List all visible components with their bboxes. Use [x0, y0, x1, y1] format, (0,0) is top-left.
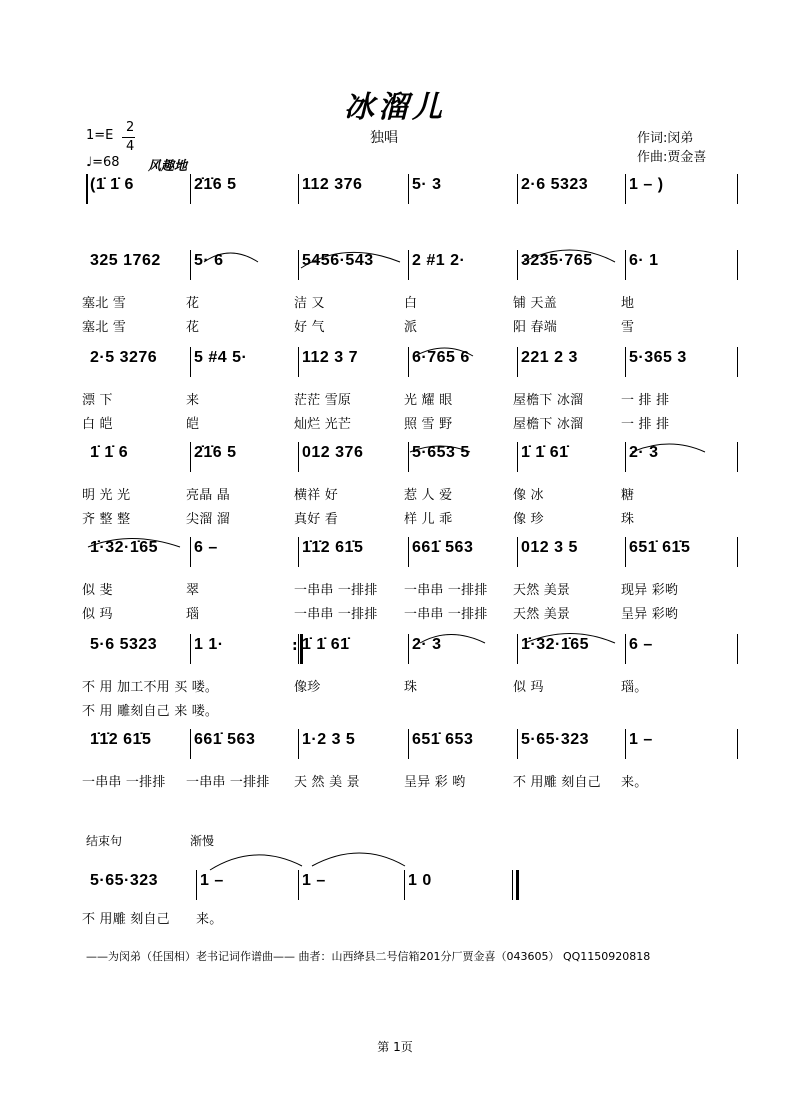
measure-notes: 1̇1̇2 61̇5: [302, 539, 364, 556]
final-bar-thick: [516, 870, 519, 900]
measure-notes: 661̇ 563: [412, 539, 474, 556]
lyric-text: 皑: [186, 417, 200, 432]
song-title: 冰溜儿: [344, 90, 446, 125]
lyric-text: 一 排 排: [621, 417, 670, 432]
measure-notes: 2̇1̇6 5: [194, 444, 237, 461]
bar-line: [190, 347, 191, 377]
lyric-text: 一串串 一排排: [186, 775, 270, 790]
lyricist: 作词:闵弟: [637, 131, 694, 146]
lyric-text: 像 珍: [513, 512, 544, 527]
measure-notes: 1̇1̇2 61̇5: [90, 731, 152, 748]
time-signature-bottom: 4: [126, 139, 135, 154]
bar-line: [625, 537, 626, 567]
slur: [312, 853, 405, 866]
lyric-text: 漂 下: [82, 393, 113, 408]
start-bar: [86, 174, 88, 204]
lyric-text: 光 耀 眼: [404, 393, 453, 408]
bar-line: [298, 250, 299, 280]
lyric-text: 来: [186, 393, 200, 408]
measure-notes: 5·365 3: [629, 349, 687, 366]
lyric-text: 一串串 一排排: [294, 607, 378, 622]
measure-notes: 651̇ 61̇5: [629, 539, 691, 556]
page-number: 第 1页: [377, 1040, 413, 1054]
lyric-text: 糖: [621, 488, 635, 503]
lyric-text: 照 雪 野: [404, 417, 453, 432]
measure-notes: 5· 6: [194, 252, 224, 269]
bar-line: [737, 347, 738, 377]
lyric-text: 样 儿 乖: [404, 512, 453, 527]
measure-notes: 1 – ): [629, 176, 664, 193]
bar-line: [196, 870, 197, 900]
bar-line: [625, 634, 626, 664]
bar-line: [517, 174, 518, 204]
bar-line: [517, 442, 518, 472]
measure-notes: 012 376: [302, 444, 364, 461]
measure-notes: 112 376: [302, 176, 363, 193]
lyric-text: 像 冰: [513, 488, 544, 503]
bar-line: [408, 729, 409, 759]
lyric-text: 花: [186, 296, 200, 311]
lyric-text: 天 然 美 景: [294, 775, 360, 790]
measure-notes: 325 1762: [90, 252, 161, 269]
lyric-text: 一串串 一排排: [82, 775, 166, 790]
measure-notes: 2·5 3276: [90, 349, 158, 366]
bar-line: [190, 442, 191, 472]
bar-line: [625, 442, 626, 472]
measure-notes: (1̇ 1̇ 6: [90, 176, 134, 193]
lyric-text: 天然 美景: [513, 583, 571, 598]
lyric-text: 洁 又: [294, 296, 325, 311]
lyric-text: 灿烂 光芒: [294, 417, 352, 432]
bar-line: [517, 634, 518, 664]
lyric-text: 齐 整 整: [82, 512, 131, 527]
bar-line: [298, 870, 299, 900]
lyric-text: 阳 春端: [513, 320, 557, 335]
lyric-text: 不 用雕 刻自己: [513, 775, 601, 790]
bar-line: [517, 729, 518, 759]
measure-notes: 5456·543: [302, 252, 374, 269]
lyric-text: 派: [404, 320, 418, 335]
footer-credit: ——为闵弟（任国相）老书记词作谱曲—— 曲者：山西绛县二号信箱201分厂贾金喜（043605） QQ1150920818: [86, 950, 651, 963]
expression-mark: 风趣地: [148, 159, 188, 174]
measure-notes: 2·6 5323: [521, 176, 589, 193]
lyric-text: 一串串 一排排: [294, 583, 378, 598]
bar-line: [190, 634, 191, 664]
measure-notes: 2̇1̇6 5: [194, 176, 237, 193]
measure-notes: 1 –: [629, 731, 653, 748]
lyric-text: 屋檐下 冰溜: [513, 393, 584, 408]
measure-notes: 2 #1 2·: [412, 252, 466, 269]
bar-line: [408, 442, 409, 472]
bar-line: [190, 729, 191, 759]
lyric-text: 真好 看: [294, 512, 338, 527]
measure-notes: 6·765 6: [412, 349, 470, 366]
ending-measure-notes: 1 0: [408, 872, 432, 889]
lyric-text: 白: [404, 296, 418, 311]
measure-notes: 6· 1: [629, 252, 659, 269]
lyric-text: 惹 人 爱: [404, 488, 453, 503]
bar-line: [298, 174, 299, 204]
bar-line: [298, 634, 299, 664]
measure-notes: 651̇ 653: [412, 731, 474, 748]
measure-notes: 5·6 5323: [90, 636, 158, 653]
bar-line: [737, 729, 738, 759]
repeat-dots: :: [292, 638, 298, 654]
bar-line: [737, 634, 738, 664]
bar-line: [298, 442, 299, 472]
bar-line: [190, 537, 191, 567]
lyric-text: 一串串 一排排: [404, 607, 488, 622]
bar-line: [517, 347, 518, 377]
lyric-text: 像珍: [294, 680, 321, 695]
bar-line: [625, 174, 626, 204]
tempo-mark: ♩=68: [86, 155, 120, 170]
composer: 作曲:贾金喜: [637, 150, 707, 165]
lyric-text: 横祥 好: [294, 488, 338, 503]
measure-notes: 221 2 3: [521, 349, 578, 366]
lyric-text: 花: [186, 320, 200, 335]
lyric-text: 天然 美景: [513, 607, 571, 622]
ending-tempo: 渐慢: [190, 834, 215, 848]
lyric-text: 呈异 彩哟: [621, 607, 679, 622]
measure-notes: 2· 3: [412, 636, 442, 653]
measure-notes: 1̇ 1̇ 61̇: [521, 444, 569, 461]
lyric-text: 亮晶 晶: [186, 488, 230, 503]
ending-measure-notes: 1 –: [302, 872, 326, 889]
slur: [210, 855, 302, 870]
lyric-text: 地: [621, 296, 635, 311]
lyric-text: 不 用 加工不用 买 喽。: [82, 680, 219, 695]
measure-notes: 1 1·: [194, 636, 224, 653]
measure-notes: 5·653 5: [412, 444, 470, 461]
time-signature-line: [122, 137, 135, 138]
ending-label: 结束句: [86, 834, 123, 848]
lyric-text: 一 排 排: [621, 393, 670, 408]
bar-line: [190, 174, 191, 204]
lyric-text: 不 用 雕刻自己 来 喽。: [82, 704, 219, 719]
measure-notes: 112 3 7: [302, 349, 358, 366]
lyric-text: 翠: [186, 583, 200, 598]
lyric-text: 白 皑: [82, 417, 113, 432]
lyric-text: 似 斐: [82, 583, 113, 598]
bar-line: [625, 729, 626, 759]
measure-notes: 5· 3: [412, 176, 442, 193]
lyric-text: 一串串 一排排: [404, 583, 488, 598]
measure-notes: 1̇ 1̇ 6: [90, 444, 129, 461]
bar-line: [298, 729, 299, 759]
ending-lyric-text: 不 用雕 刻自己: [82, 912, 170, 927]
key-signature: 1=E: [86, 128, 114, 143]
bar-line: [408, 347, 409, 377]
lyric-text: 珠: [621, 512, 635, 527]
bar-line: [298, 347, 299, 377]
lyric-text: 来。: [621, 775, 648, 790]
measure-notes: 1·2 3 5: [302, 731, 356, 748]
measure-notes: 3235·765: [521, 252, 593, 269]
bar-line: [190, 250, 191, 280]
bar-line: [625, 347, 626, 377]
bar-line: [625, 250, 626, 280]
subtitle: 独唱: [370, 130, 398, 146]
ending-measure-notes: 5·65·323: [90, 872, 159, 889]
time-signature-top: 2: [126, 120, 135, 135]
bar-line: [517, 250, 518, 280]
bar-line: [517, 537, 518, 567]
measure-notes: 6 –: [629, 636, 653, 653]
measure-notes: 1̇·32·1̇65: [90, 539, 159, 556]
lyric-text: 屋檐下 冰溜: [513, 417, 584, 432]
lyric-text: 瑙。: [621, 680, 648, 695]
lyric-text: 似 玛: [513, 680, 544, 695]
bar-line: [298, 537, 299, 567]
bar-line: [737, 250, 738, 280]
final-bar-thin: [512, 870, 513, 900]
lyric-text: 尖溜 溜: [186, 512, 230, 527]
bar-line: [408, 634, 409, 664]
measure-notes: 012 3 5: [521, 539, 578, 556]
bar-line: [404, 870, 405, 900]
bar-line: [408, 250, 409, 280]
measure-notes: 5·65·323: [521, 731, 590, 748]
bar-line: [408, 174, 409, 204]
measure-notes: 1̇ 1̇ 61̇: [302, 636, 350, 653]
lyric-text: 茫茫 雪原: [294, 393, 352, 408]
measure-notes: 2· 3: [629, 444, 659, 461]
bar-line: [737, 537, 738, 567]
lyric-text: 似 玛: [82, 607, 113, 622]
measure-notes: 1̇·32·1̇65: [521, 636, 590, 653]
lyric-text: 呈异 彩 哟: [404, 775, 466, 790]
ending-measure-notes: 1 –: [200, 872, 224, 889]
bar-line: [408, 537, 409, 567]
lyric-text: 好 气: [294, 320, 325, 335]
lyric-text: 明 光 光: [82, 488, 131, 503]
bar-line: [737, 174, 738, 204]
bar-line: [737, 442, 738, 472]
ending-lyric-text: 来。: [196, 912, 223, 927]
lyric-text: 瑙: [186, 607, 200, 622]
measure-notes: 5 #4 5·: [194, 349, 248, 366]
measure-notes: 661̇ 563: [194, 731, 256, 748]
lyric-text: 珠: [404, 680, 418, 695]
lyric-text: 现异 彩哟: [621, 583, 679, 598]
lyric-text: 塞北 雪: [82, 320, 126, 335]
measure-notes: 6 –: [194, 539, 218, 556]
lyric-text: 雪: [621, 320, 635, 335]
lyric-text: 塞北 雪: [82, 296, 126, 311]
lyric-text: 铺 天盖: [513, 296, 557, 311]
